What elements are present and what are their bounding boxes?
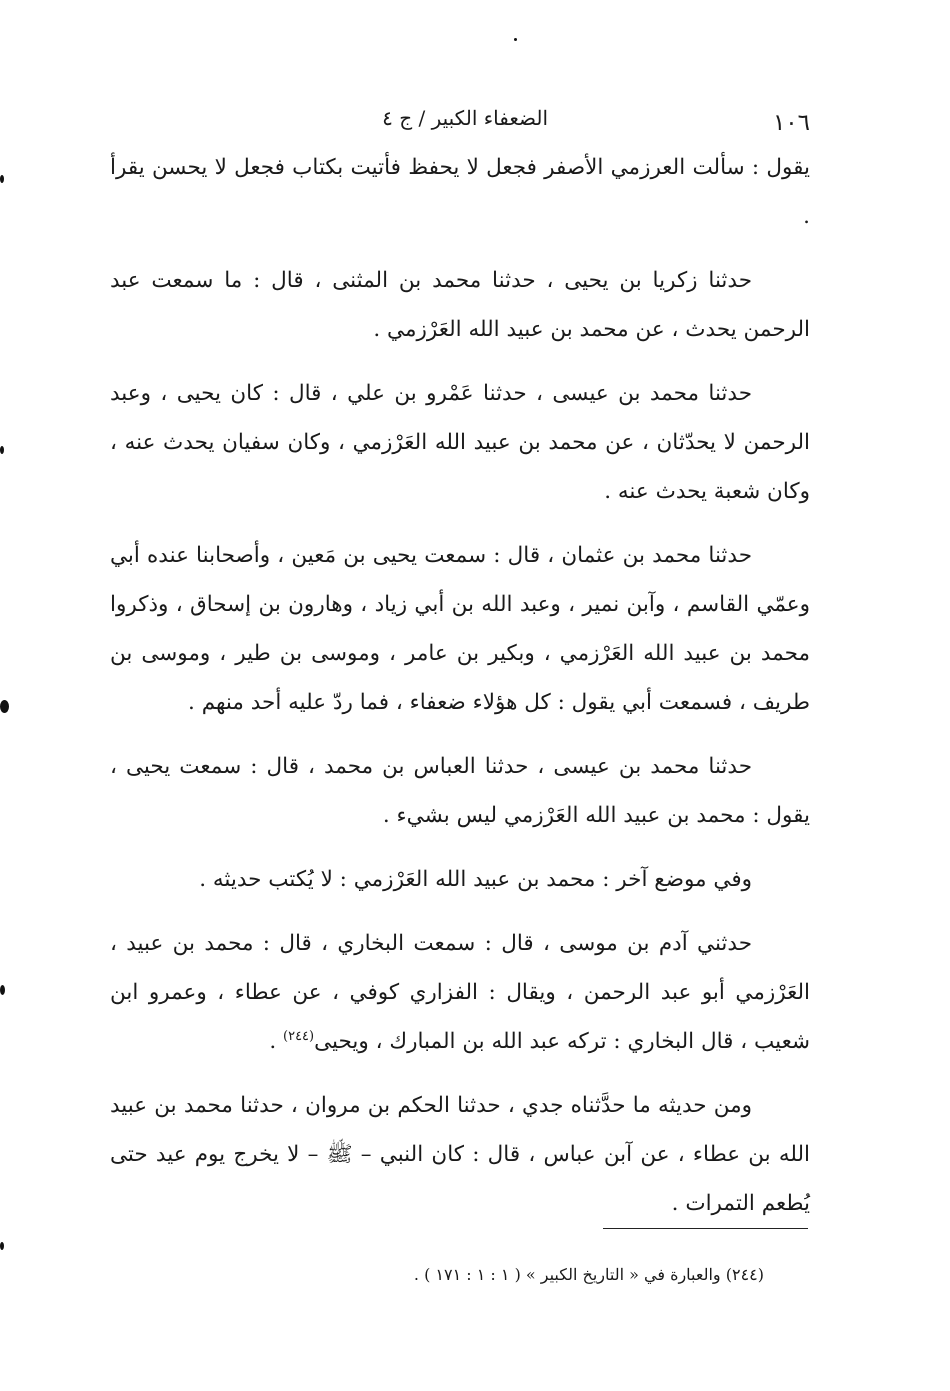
scan-speck <box>0 1242 4 1250</box>
paragraph-4: حدثنا محمد بن عثمان ، قال : سمعت يحيى بن مَعين ، وأصحابنا عنده أبي وعمّي القاسم ، وآبن نمير ، وعبد الله بن أبي زياد ، وهارون بن إسحاق ، وذكروا محمد بن عبيد الله العَرْزمي ، وبكير بن عامر ، وموسى بن طير ، وموسى بن طريف ، فسمعت أبي يقول : كل هؤلاء ضعفاء ، فما ردّ عليه أحد منهم . <box>110 543 810 715</box>
scan-speck <box>0 985 5 995</box>
paragraph-8: ومن حديثه ما حدَّثناه جدي ، حدثنا الحكم بن مروان ، حدثنا محمد بن عبيد الله بن عطاء ، عن آبن عباس ، قال : كان النبي – ﷺ – لا يخرج يوم عيد حتى يُطعم التمرات . <box>110 1093 810 1216</box>
scan-speck <box>0 446 4 454</box>
paragraph-6: وفي موضع آخر : محمد بن عبيد الله العَرْزمي : لا يُكتب حديثه . <box>199 867 752 892</box>
page-header <box>110 102 810 142</box>
body-text <box>110 143 810 1243</box>
scan-speck <box>0 700 9 713</box>
scan-speck <box>0 175 4 183</box>
running-title: الضعفاء الكبير / ج ٤ <box>382 106 548 130</box>
page-number: ١٠٦ <box>772 110 810 136</box>
paragraph-7-text: حدثني آدم بن موسى ، قال : سمعت البخاري ، قال : محمد بن عبيد ، العَرْزمي أبو عبد الرحمن ، ويقال : الفزاري كوفي ، عن عطاء ، وعمرو ابن شعيب ، قال البخاري : تركه عبد الله بن المبارك ، ويحيى <box>110 931 810 1054</box>
scan-speck <box>514 38 517 41</box>
paragraph-2: حدثنا زكريا بن يحيى ، حدثنا محمد بن المثنى ، قال : ما سمعت عبد الرحمن يحدث ، عن محمد بن عبيد الله العَرْزمي . <box>110 268 810 342</box>
paragraph-7-tail: . <box>269 1029 284 1054</box>
footnote-separator <box>603 1228 808 1229</box>
paragraph-5: حدثنا محمد بن عيسى ، حدثنا العباس بن محمد ، قال : سمعت يحيى ، يقول : محمد بن عبيد الله العَرْزمي ليس بشيء . <box>110 754 810 828</box>
paragraph-7 <box>110 919 810 1066</box>
footnote-reference: (٢٤٤) <box>283 1029 315 1044</box>
footnote: (٢٤٤) والعبارة في « التاريخ الكبير » ( ١ : ١ : ١٧١ ) . <box>413 1265 764 1284</box>
paragraph-1: يقول : سألت العرزمي الأصفر فجعل لا يحفظ فأتيت بكتاب فجعل لا يحسن يقرأ . <box>110 155 810 229</box>
paragraph-3: حدثنا محمد بن عيسى ، حدثنا عَمْرو بن علي ، قال : كان يحيى ، وعبد الرحمن لا يحدّثان ، عن محمد بن عبيد الله العَرْزمي ، وكان سفيان يحدث عنه ، وكان شعبة يحدث عنه . <box>110 381 810 504</box>
